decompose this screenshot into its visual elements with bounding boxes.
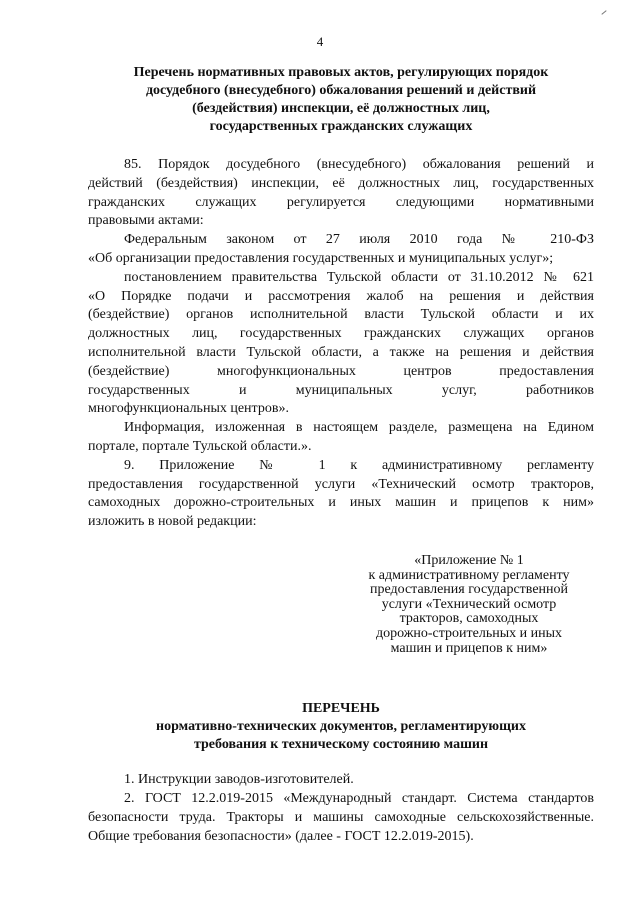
paragraph-9	[88, 457, 594, 532]
list-title	[88, 700, 594, 754]
text-line: 2. ГОСТ 12.2.019-2015 «Международный стандарт. Система стандартов	[124, 791, 594, 807]
text-line: правовыми актами:	[88, 213, 204, 229]
info-paragraph	[88, 419, 594, 457]
text-line: изложить в новой редакции:	[88, 514, 257, 530]
text-line: государственных и муниципальных услуг, работников	[88, 382, 594, 398]
list-title-sub: нормативно-технических документов, регламентирующих	[156, 719, 526, 735]
document-body	[88, 64, 594, 846]
heading-line: государственных гражданских служащих	[209, 119, 473, 134]
text-line: (бездействие) органов исполнительной власти Тульской области и их	[88, 307, 594, 323]
text-line: 85. Порядок досудебного (внесудебного) обжалования решений и	[124, 157, 594, 172]
appendix-line: тракторов, самоходных	[399, 611, 539, 627]
heading-line: (бездействия) инспекции, её должностных лиц,	[192, 101, 490, 116]
text-line: многофункциональных центров».	[88, 401, 289, 417]
appendix-line: дорожно-строительных и иных	[375, 625, 563, 641]
paragraph-85	[88, 156, 594, 231]
heading-line: досудебного (внесудебного) обжалования решений и действий	[145, 83, 537, 98]
list-item-1	[88, 770, 594, 789]
text-line: Информация, изложенная в настоящем разделе, размещена на Едином	[124, 420, 594, 436]
text-line: (бездействие) многофункциональных центров предоставления	[88, 363, 594, 379]
section-heading	[88, 64, 594, 136]
appendix-line: машин и прицепов к ним»	[390, 640, 548, 656]
text-line: портале, портале Тульской области.».	[88, 438, 312, 454]
text-line: предоставления государственной услуги «Технический осмотр тракторов,	[88, 476, 594, 492]
text-line: Федеральным законом от 27 июля 2010 года № 210-ФЗ	[124, 232, 594, 248]
appendix-line: услуги «Технический осмотр	[381, 596, 557, 612]
corner-scan-mark	[601, 10, 606, 15]
text-line: гражданских служащих регулируется следующими нормативными	[88, 194, 594, 210]
list-item-2	[88, 789, 594, 846]
appendix-line: предоставления государственной	[369, 582, 569, 598]
text-line: «Об организации предоставления государственных и муниципальных услуг»;	[88, 250, 554, 266]
text-line: безопасности труда. Тракторы и машины самоходные сельскохозяйственные.	[88, 810, 594, 826]
appendix-note	[344, 554, 594, 656]
list-title-main: ПЕРЕЧЕНЬ	[302, 701, 380, 717]
text-line: «О Порядке подачи и рассмотрения жалоб на решения и действия	[88, 288, 594, 304]
text-line: исполнительной власти Тульской области, а также на решения и действия	[88, 344, 594, 360]
text-line: Общие требования безопасности» (далее - ГОСТ 12.2.019-2015).	[88, 829, 474, 845]
heading-line: Перечень нормативных правовых актов, регулирующих порядок	[133, 65, 549, 80]
text-line: действий (бездействия) инспекции, её должностных лиц, государственных	[88, 175, 594, 191]
text-line: 9. Приложение № 1 к административному регламенту	[124, 457, 594, 473]
text-line: 1. Инструкции заводов-изготовителей.	[124, 772, 354, 788]
appendix-line: к административному регламенту	[368, 567, 570, 583]
list-title-sub: требования к техническому состоянию машин	[193, 737, 489, 753]
text-line: самоходных дорожно-строительных и иных машин и прицепов к ним»	[88, 495, 594, 511]
text-line: постановлением правительства Тульской области от 31.10.2012 № 621	[124, 269, 594, 285]
resolution-item	[88, 269, 594, 419]
appendix-line: «Приложение № 1	[414, 552, 524, 568]
federal-law-item	[88, 231, 594, 269]
page-number: 4	[316, 34, 324, 49]
text-line: должностных лиц, государственных гражданских служащих органов	[88, 326, 594, 342]
